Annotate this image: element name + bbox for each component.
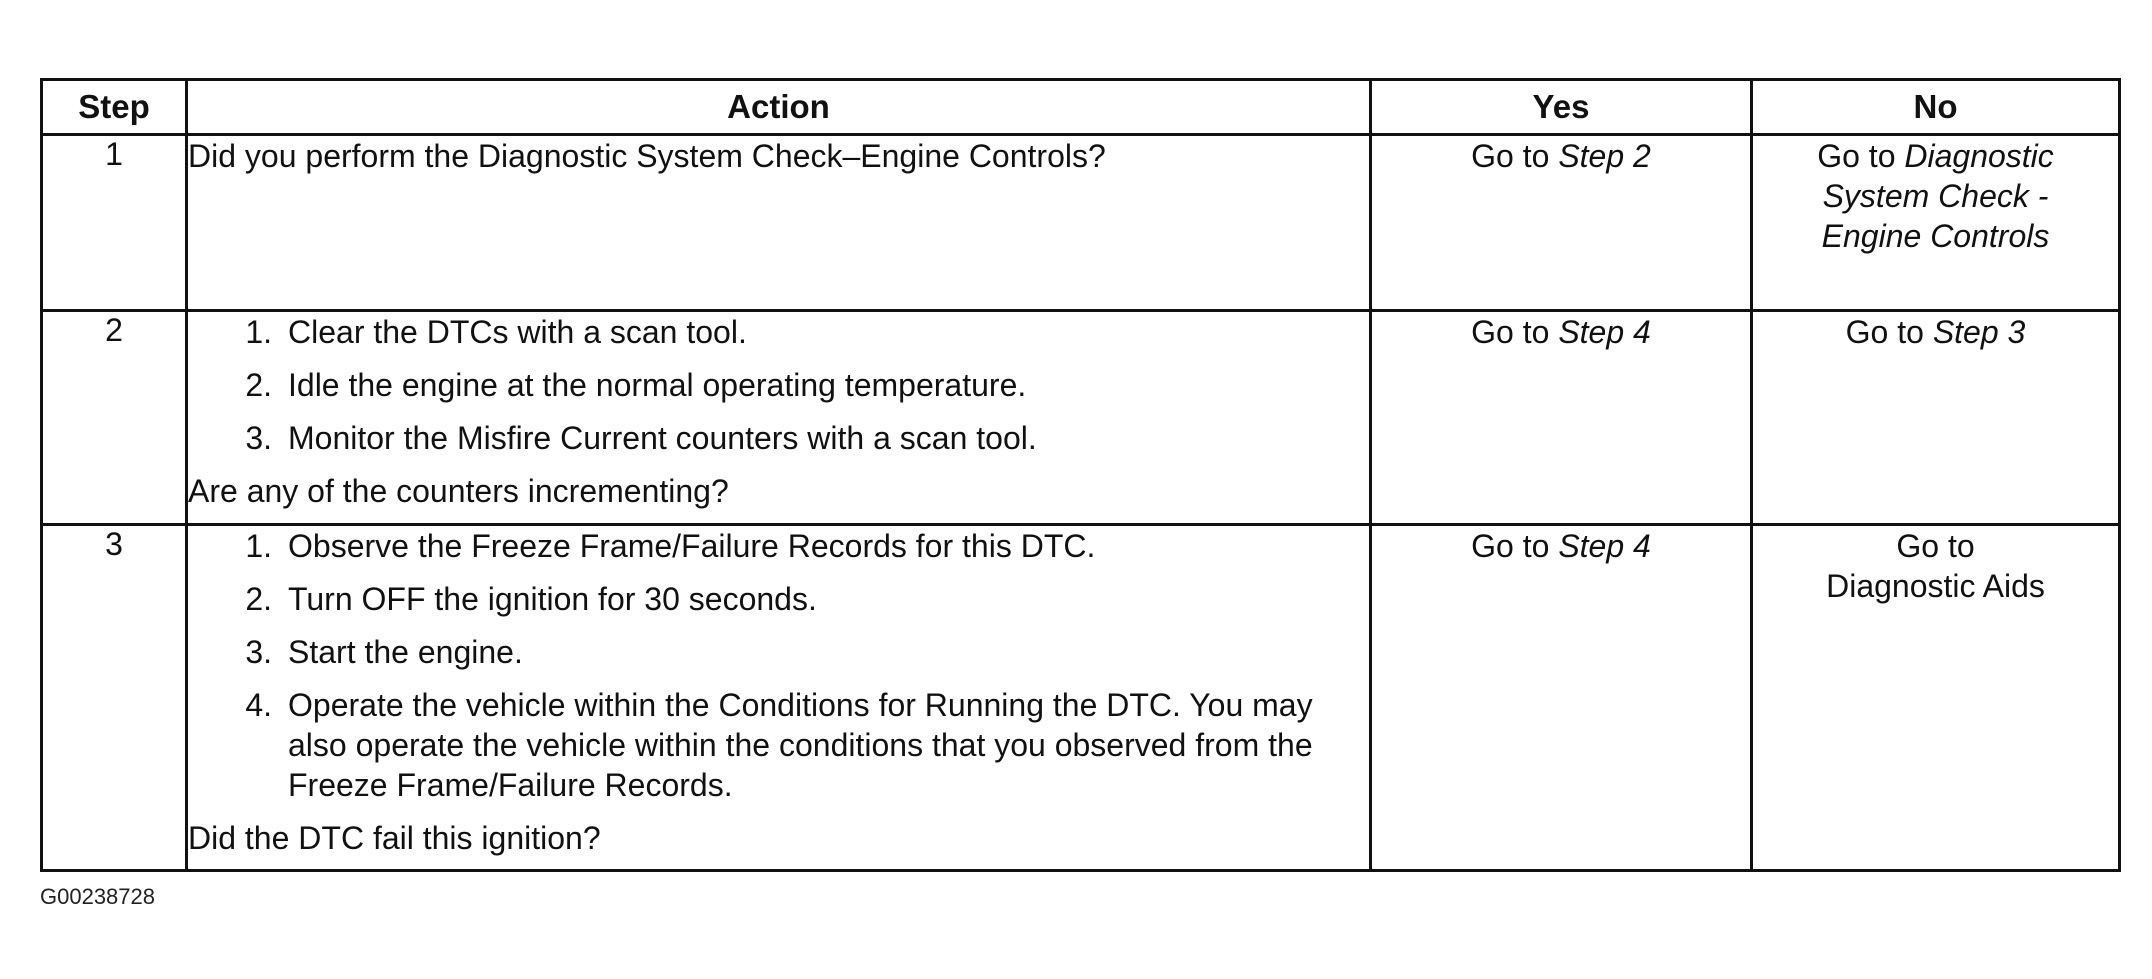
header-action: Action	[187, 80, 1371, 135]
yes-cell	[1371, 135, 1752, 311]
diagnostic-table	[40, 78, 2121, 872]
step-number: 2	[42, 311, 187, 525]
yes-link[interactable]: Step 4	[1558, 528, 1651, 564]
yes-prefix: Go to	[1471, 314, 1559, 350]
list-item: 1. Clear the DTCs with a scan tool.	[245, 314, 747, 350]
list-item: 3. Monitor the Misfire Current counters with a scan tool.	[245, 420, 1037, 456]
no-cell	[1752, 135, 2120, 311]
no-prefix: Go to	[1845, 314, 1933, 350]
header-step: Step	[42, 80, 187, 135]
action-cell	[187, 135, 1371, 311]
header-row	[42, 80, 2120, 135]
action-question: Did the DTC fail this ignition?	[188, 820, 601, 856]
list-item: 2. Turn OFF the ignition for 30 seconds.	[245, 581, 817, 617]
yes-prefix: Go to	[1471, 528, 1559, 564]
no-prefix: Go to	[1817, 138, 1905, 174]
table-row	[42, 525, 2120, 871]
step-number: 3	[42, 525, 187, 871]
figure-id: G00238728	[40, 884, 155, 909]
header-no: No	[1752, 80, 2120, 135]
action-steps-list	[188, 526, 1369, 805]
yes-link[interactable]: Step 4	[1558, 314, 1651, 350]
no-link-line3[interactable]: Engine Controls	[1821, 218, 2050, 254]
no-link-line1[interactable]: Diagnostic	[1904, 138, 2054, 174]
no-cell	[1752, 311, 2120, 525]
step-number: 1	[42, 135, 187, 311]
action-question: Did you perform the Diagnostic System Check–Engine Controls?	[188, 138, 1106, 174]
list-item: 2. Idle the engine at the normal operating temperature.	[245, 367, 1027, 403]
header-yes: Yes	[1371, 80, 1752, 135]
no-line1: Go to	[1896, 528, 1975, 564]
no-line2[interactable]: Diagnostic Aids	[1826, 568, 2045, 604]
table-row	[42, 135, 2120, 311]
action-cell	[187, 525, 1371, 871]
yes-link[interactable]: Step 2	[1558, 138, 1651, 174]
yes-cell	[1371, 311, 1752, 525]
no-cell	[1752, 525, 2120, 871]
yes-prefix: Go to	[1471, 138, 1559, 174]
action-question: Are any of the counters incrementing?	[188, 473, 729, 509]
no-link[interactable]: Step 3	[1932, 314, 2026, 350]
action-cell	[187, 311, 1371, 525]
yes-cell	[1371, 525, 1752, 871]
table-row	[42, 311, 2120, 525]
list-item: 1. Observe the Freeze Frame/Failure Records for this DTC.	[245, 528, 1096, 564]
action-steps-list	[188, 312, 1369, 458]
no-link-line2[interactable]: System Check -	[1822, 178, 2049, 214]
list-item: 4. Operate the vehicle within the Conditions for Running the DTC. You may also operate the vehicle within the conditions that you observed from the Freeze Frame/Failure Records.	[245, 687, 1313, 803]
list-item: 3. Start the engine.	[245, 634, 523, 670]
